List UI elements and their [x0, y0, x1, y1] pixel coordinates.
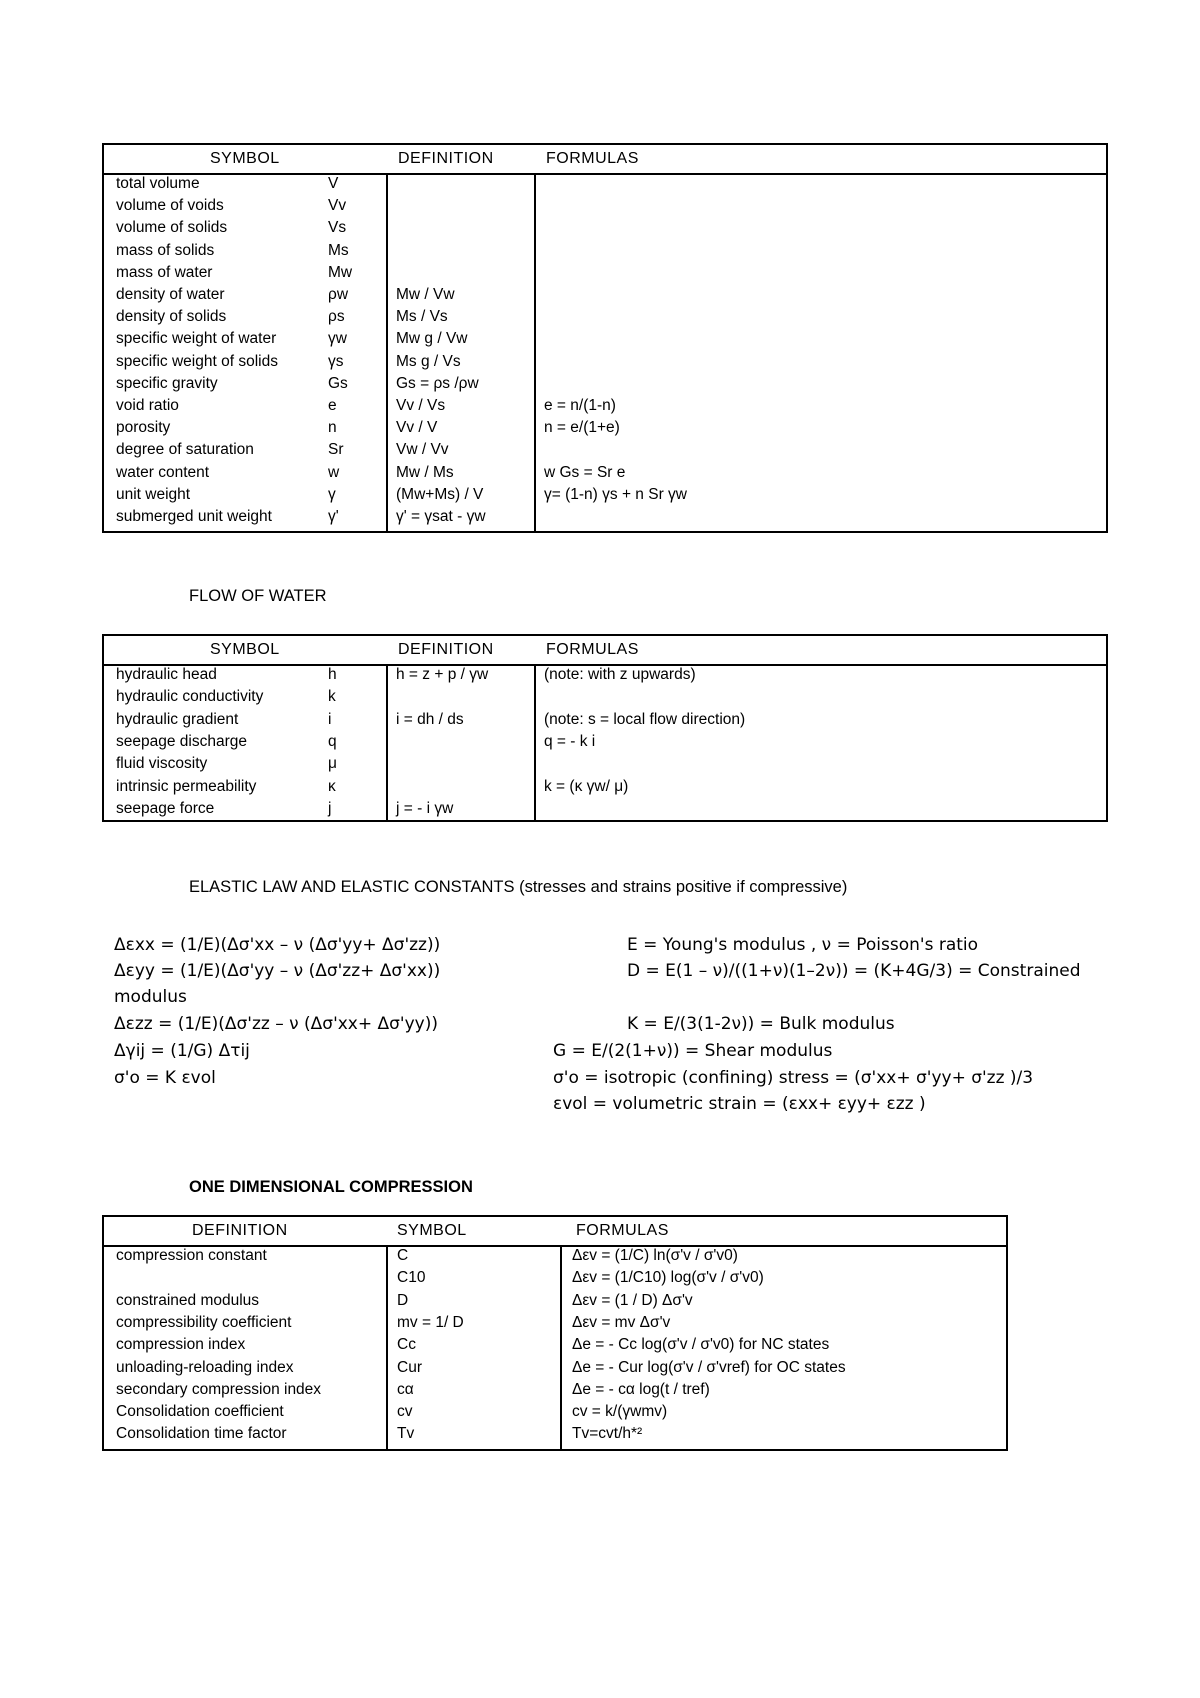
header-definition: DEFINITION	[192, 1222, 288, 1239]
table-cell: Δe = - cα log(t / tref)	[572, 1380, 710, 1398]
table-row	[104, 439, 1106, 461]
table-cell: C	[397, 1247, 409, 1264]
table-header	[104, 1217, 1006, 1247]
definition-confining-stress: σ'o = isotropic (confining) stress = (σ'xx+ σ'yy+ σ'zz )/3	[553, 1068, 1034, 1088]
table-cell: Ms g / Vs	[396, 352, 461, 370]
table-cell: submerged unit weight	[116, 508, 272, 525]
table-cell: Gs	[328, 374, 348, 392]
table-cell: ρw	[328, 286, 349, 303]
header-symbol: SYMBOL	[397, 1222, 467, 1239]
table-row	[104, 664, 1106, 686]
equation-isotropic-stress: σ'o = K εvol	[114, 1068, 216, 1088]
equation-strain-yy: Δεyy = (1/E)(Δσ'yy – ν (Δσ'zz+ Δσ'xx))	[114, 961, 441, 981]
equation-strain-xx: Δεxx = (1/E)(Δσ'xx – ν (Δσ'yy+ Δσ'zz))	[114, 935, 441, 955]
table-cell: Vv	[328, 197, 347, 215]
table-cell: γs	[328, 352, 344, 370]
table-cell: Ms	[328, 241, 349, 259]
table-row	[104, 506, 1106, 528]
table-row	[104, 1245, 1006, 1267]
elastic-title-note: (stresses and strains positive if compressive)	[514, 878, 848, 896]
table-cell: κ	[328, 777, 336, 795]
table-row	[104, 195, 1106, 217]
table-cell: cv = k/(γwmv)	[572, 1403, 668, 1421]
table-cell: q = - k i	[544, 732, 596, 750]
table-cell: specific gravity	[116, 374, 218, 392]
table-cell: mass of solids	[116, 241, 215, 259]
equation-strain-zz: Δεzz = (1/E)(Δσ'zz – ν (Δσ'xx+ Δσ'yy))	[114, 1014, 438, 1034]
table-cell: cα	[397, 1380, 414, 1398]
flow-of-water-table	[102, 634, 1108, 822]
table-cell: V	[328, 175, 339, 192]
table-cell: γ= (1-n) γs + n Sr γw	[544, 485, 687, 503]
table-cell: k = (κ γw/ μ)	[544, 777, 629, 795]
table-cell: seepage force	[116, 799, 215, 817]
table-cell: seepage discharge	[116, 732, 247, 750]
compression-table	[102, 1215, 1008, 1451]
table-cell: γ'	[328, 508, 339, 525]
table-cell: water content	[116, 463, 210, 481]
table-row	[104, 776, 1106, 798]
table-cell: Δe = - Cc log(σ'v / σ'v0) for NC states	[572, 1336, 830, 1354]
table-row	[104, 351, 1106, 373]
table-row	[104, 709, 1106, 731]
definition-constrained-modulus: D = E(1 – ν)/((1+ν)(1–2ν)) = (K+4G/3) = Constrained	[627, 961, 1081, 981]
table-row	[104, 1379, 1006, 1401]
table-row	[104, 798, 1106, 820]
table-cell: hydraulic conductivity	[116, 688, 264, 706]
header-symbol: SYMBOL	[210, 641, 280, 658]
table-cell: γ' = γsat - γw	[396, 508, 486, 525]
table-cell: Mw g / Vw	[396, 330, 468, 348]
table-cell: mv = 1/ D	[397, 1313, 464, 1331]
table-row	[104, 328, 1106, 350]
table-cell: Δεv = (1 / D) Δσ'v	[572, 1291, 693, 1309]
table-row	[104, 1401, 1006, 1423]
table-cell: specific weight of water	[116, 330, 277, 348]
table-header	[104, 145, 1106, 175]
soil-properties-table	[102, 143, 1108, 533]
table-cell: h = z + p / γw	[396, 666, 489, 683]
table-cell: e = n/(1-n)	[544, 397, 616, 414]
table-cell: volume of voids	[116, 197, 224, 215]
table-cell: fluid viscosity	[116, 755, 208, 773]
header-formulas: FORMULAS	[576, 1222, 669, 1239]
elastic-title-main: ELASTIC LAW AND ELASTIC CONSTANTS	[189, 878, 515, 896]
table-cell: total volume	[116, 175, 200, 192]
table-cell: C10	[397, 1269, 426, 1287]
table-cell: compression constant	[116, 1247, 267, 1264]
table-cell: Vv / Vs	[396, 397, 446, 414]
table-row	[104, 284, 1106, 306]
table-cell: Vv / V	[396, 419, 438, 437]
table-cell: Consolidation coefficient	[116, 1403, 284, 1421]
table-cell: density of water	[116, 286, 225, 303]
definition-young-poisson: E = Young's modulus , ν = Poisson's ratio	[627, 935, 979, 955]
table-cell: j = - i γw	[396, 799, 454, 817]
table-cell: k	[328, 688, 336, 706]
table-row	[104, 173, 1106, 195]
table-row	[104, 217, 1106, 239]
table-cell: compressibility coefficient	[116, 1313, 292, 1331]
table-header	[104, 636, 1106, 666]
table-row	[104, 1357, 1006, 1379]
table-cell: Δεv = mv Δσ'v	[572, 1313, 671, 1331]
table-cell: Consolidation time factor	[116, 1425, 287, 1443]
table-row	[104, 395, 1106, 417]
table-cell: Cc	[397, 1336, 416, 1354]
header-symbol: SYMBOL	[210, 150, 280, 167]
section-title-elastic	[189, 878, 847, 897]
table-cell: j	[328, 799, 332, 817]
table-cell: unloading-reloading index	[116, 1358, 294, 1376]
table-row	[104, 731, 1106, 753]
table-cell: degree of saturation	[116, 441, 254, 459]
table-cell: constrained modulus	[116, 1291, 260, 1309]
equation-shear-strain: Δγij = (1/G) Δτij	[114, 1041, 250, 1061]
table-cell: Mw / Vw	[396, 286, 455, 303]
table-row	[104, 306, 1106, 328]
table-row	[104, 1290, 1006, 1312]
equation-modulus-wrap: modulus	[114, 987, 187, 1007]
table-cell: compression index	[116, 1336, 246, 1354]
table-row	[104, 417, 1106, 439]
table-cell: Tv=cvt/h*²	[572, 1425, 643, 1443]
table-row	[104, 484, 1106, 506]
table-cell: (note: s = local flow direction)	[544, 710, 746, 728]
table-cell: Δεv = (1/C) ln(σ'v / σ'v0)	[572, 1247, 738, 1264]
table-row	[104, 686, 1106, 708]
table-cell: hydraulic gradient	[116, 710, 239, 728]
header-definition: DEFINITION	[398, 150, 494, 167]
table-cell: Mw / Ms	[396, 463, 454, 481]
header-formulas: FORMULAS	[546, 641, 639, 658]
table-row	[104, 262, 1106, 284]
table-cell: Tv	[397, 1425, 415, 1443]
table-cell: q	[328, 732, 337, 750]
table-cell: unit weight	[116, 485, 191, 503]
header-definition: DEFINITION	[398, 641, 494, 658]
table-cell: Mw	[328, 263, 353, 281]
definition-shear-modulus: G = E/(2(1+ν)) = Shear modulus	[553, 1041, 833, 1061]
table-row	[104, 240, 1106, 262]
table-cell: D	[397, 1291, 409, 1309]
table-cell: void ratio	[116, 397, 179, 414]
table-cell: γ	[328, 485, 336, 503]
table-cell: mass of water	[116, 263, 213, 281]
definition-volumetric-strain: εvol = volumetric strain = (εxx+ εyy+ εzz )	[553, 1094, 926, 1114]
table-row	[104, 1423, 1006, 1445]
header-formulas: FORMULAS	[546, 150, 639, 167]
table-cell: w	[328, 463, 340, 481]
table-cell: ρs	[328, 308, 345, 326]
table-cell: porosity	[116, 419, 171, 437]
table-row	[104, 462, 1106, 484]
table-cell: w Gs = Sr e	[544, 463, 626, 481]
table-row	[104, 753, 1106, 775]
table-cell: μ	[328, 755, 337, 773]
table-cell: Vw / Vv	[396, 441, 449, 459]
table-cell: specific weight of solids	[116, 352, 278, 370]
table-row	[104, 1334, 1006, 1356]
table-cell: intrinsic permeability	[116, 777, 257, 795]
table-cell: Sr	[328, 441, 344, 459]
table-cell: (Mw+Ms) / V	[396, 485, 484, 503]
table-cell: Δεv = (1/C10) log(σ'v / σ'v0)	[572, 1269, 764, 1287]
table-cell: hydraulic head	[116, 666, 217, 683]
table-cell: Vs	[328, 219, 347, 237]
table-cell: n = e/(1+e)	[544, 419, 620, 437]
table-cell: secondary compression index	[116, 1380, 322, 1398]
table-cell: Cur	[397, 1358, 422, 1376]
table-cell: γw	[328, 330, 347, 348]
table-row	[104, 1267, 1006, 1289]
section-title-compression: ONE DIMENSIONAL COMPRESSION	[189, 1178, 473, 1196]
table-cell: i	[328, 710, 332, 728]
table-cell: i = dh / ds	[396, 710, 464, 728]
table-cell: e	[328, 397, 337, 414]
definition-bulk-modulus: K = E/(3(1-2ν)) = Bulk modulus	[627, 1014, 895, 1034]
table-cell: density of solids	[116, 308, 227, 326]
table-cell: (note: with z upwards)	[544, 666, 696, 683]
table-cell: n	[328, 419, 337, 437]
table-cell: cv	[397, 1403, 413, 1421]
table-cell: Δe = - Cur log(σ'v / σ'vref) for OC states	[572, 1358, 846, 1376]
table-row	[104, 1312, 1006, 1334]
table-cell: Gs = ρs /ρw	[396, 374, 479, 392]
section-title-flow-of-water: FLOW OF WATER	[189, 587, 327, 605]
table-row	[104, 373, 1106, 395]
table-cell: h	[328, 666, 337, 683]
table-cell: Ms / Vs	[396, 308, 448, 326]
table-cell: volume of solids	[116, 219, 228, 237]
